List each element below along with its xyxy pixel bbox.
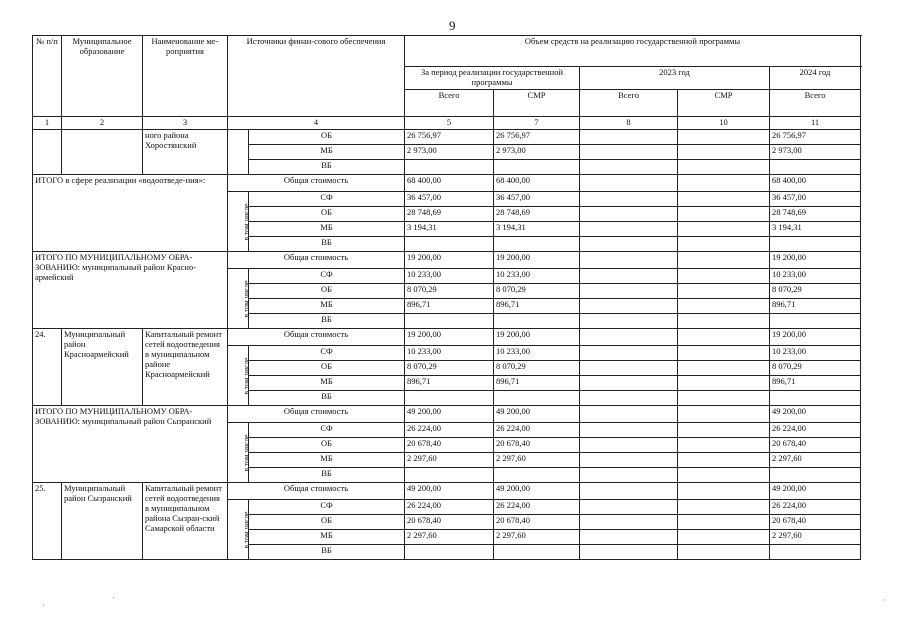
header-source: Источники финан-сового обеспечения <box>228 36 405 117</box>
source-label: ВБ <box>249 468 405 483</box>
value-cell <box>678 483 770 500</box>
value-cell <box>580 346 678 361</box>
inner-label <box>228 500 249 560</box>
value-cell: 28 748,69 <box>494 207 580 222</box>
value-cell: 2 973,00 <box>494 145 580 160</box>
value-cell <box>678 160 770 175</box>
value-cell: 896,71 <box>770 376 861 391</box>
value-cell <box>580 376 678 391</box>
source-label: МБ <box>249 530 405 545</box>
value-cell: 19 200,00 <box>405 329 494 346</box>
inner-label <box>228 269 249 329</box>
table-row <box>33 130 861 145</box>
value-cell: 10 233,00 <box>770 269 861 284</box>
source-label: МБ <box>249 299 405 314</box>
value-cell <box>678 252 770 269</box>
value-cell <box>580 545 678 560</box>
source-label: ВБ <box>249 314 405 329</box>
value-cell: 49 200,00 <box>405 406 494 423</box>
value-cell <box>580 314 678 329</box>
value-cell <box>405 237 494 252</box>
value-cell: 20 678,40 <box>770 438 861 453</box>
value-cell: 896,71 <box>405 299 494 314</box>
value-cell: 26 224,00 <box>405 500 494 515</box>
row-number: 25. <box>33 483 62 560</box>
table-row <box>33 175 861 192</box>
value-cell <box>678 515 770 530</box>
value-cell: 26 224,00 <box>770 500 861 515</box>
source-label: СФ <box>249 192 405 207</box>
table-row <box>33 406 861 423</box>
budget-table <box>32 35 861 560</box>
inner-label-text: в том числе <box>241 280 251 318</box>
value-cell: 2 297,60 <box>770 453 861 468</box>
source-label: СФ <box>249 500 405 515</box>
value-cell: 19 200,00 <box>770 252 861 269</box>
value-cell <box>678 222 770 237</box>
value-cell <box>405 545 494 560</box>
source-label: ОБ <box>249 515 405 530</box>
mo-name: Муниципальный район Сызранский <box>62 483 143 560</box>
value-cell <box>678 192 770 207</box>
source-label: ОБ <box>249 438 405 453</box>
source-label: ВБ <box>249 160 405 175</box>
header-volume: Объем средств на реализацию государственной программы <box>405 36 861 67</box>
value-cell: 28 748,69 <box>405 207 494 222</box>
value-cell <box>580 406 678 423</box>
table-row <box>33 329 861 346</box>
value-cell <box>770 468 861 483</box>
inner-label-text: в том числе <box>241 203 251 241</box>
value-cell <box>678 130 770 145</box>
header-smr: СМР <box>494 90 580 117</box>
value-cell: 20 678,40 <box>405 438 494 453</box>
value-cell <box>678 376 770 391</box>
value-cell: 26 224,00 <box>494 423 580 438</box>
value-cell: 19 200,00 <box>770 329 861 346</box>
col-number: 11 <box>770 117 861 130</box>
value-cell <box>580 145 678 160</box>
value-cell: 49 200,00 <box>770 406 861 423</box>
source-label: ВБ <box>249 391 405 406</box>
value-cell <box>580 453 678 468</box>
col-number: 2 <box>62 117 143 130</box>
section-title: ИТОГО ПО МУНИЦИПАЛЬНОМУ ОБРА-ЗОВАНИЮ: муниципальный район Красно-армейский <box>33 252 228 329</box>
value-cell <box>678 468 770 483</box>
value-cell: 49 200,00 <box>494 483 580 500</box>
col-number: 4 <box>228 117 405 130</box>
value-cell: 8 070,29 <box>405 284 494 299</box>
value-cell <box>580 269 678 284</box>
value-cell <box>580 483 678 500</box>
value-cell: 49 200,00 <box>405 483 494 500</box>
value-cell: 8 070,29 <box>494 361 580 376</box>
page-number: 9 <box>449 18 456 33</box>
value-cell: 2 297,60 <box>494 530 580 545</box>
value-cell <box>405 468 494 483</box>
value-cell <box>580 299 678 314</box>
source-label: СФ <box>249 423 405 438</box>
value-cell: 20 678,40 <box>405 515 494 530</box>
header-period: За период реализации государственной программы <box>405 67 580 90</box>
col-number: 1 <box>33 117 62 130</box>
value-cell <box>494 160 580 175</box>
value-cell <box>405 160 494 175</box>
value-cell: 19 200,00 <box>405 252 494 269</box>
value-cell <box>770 545 861 560</box>
value-cell <box>494 545 580 560</box>
scan-speck: · <box>42 600 45 610</box>
value-cell <box>678 346 770 361</box>
header-vsego: Всего <box>770 90 861 117</box>
value-cell: 10 233,00 <box>405 346 494 361</box>
table-row <box>33 252 861 269</box>
value-cell: 3 194,31 <box>770 222 861 237</box>
value-cell: 49 200,00 <box>770 483 861 500</box>
value-cell: 8 070,29 <box>405 361 494 376</box>
value-cell <box>580 515 678 530</box>
value-cell <box>580 222 678 237</box>
value-cell <box>405 314 494 329</box>
value-cell: 2 297,60 <box>405 453 494 468</box>
value-cell <box>580 500 678 515</box>
value-cell: 20 678,40 <box>494 438 580 453</box>
total-label: Общая стоимость <box>228 252 405 269</box>
inner-label <box>228 192 249 252</box>
value-cell <box>770 314 861 329</box>
section-title: ИТОГО в сфере реализации «водоотведе-ния»: <box>33 175 228 252</box>
source-label: СФ <box>249 346 405 361</box>
value-cell <box>580 207 678 222</box>
value-cell <box>678 314 770 329</box>
header-year-2024: 2024 год <box>770 67 861 90</box>
value-cell: 896,71 <box>770 299 861 314</box>
value-cell: 36 457,00 <box>770 192 861 207</box>
value-cell: 896,71 <box>405 376 494 391</box>
value-cell <box>678 453 770 468</box>
value-cell <box>580 530 678 545</box>
value-cell <box>494 237 580 252</box>
value-cell <box>580 438 678 453</box>
table-row <box>33 483 861 500</box>
header-smr: СМР <box>678 90 770 117</box>
total-label: Общая стоимость <box>228 406 405 423</box>
value-cell <box>580 284 678 299</box>
value-cell: 10 233,00 <box>494 269 580 284</box>
value-cell <box>678 284 770 299</box>
source-label: ОБ <box>249 284 405 299</box>
value-cell <box>678 423 770 438</box>
value-cell <box>678 361 770 376</box>
source-label: МБ <box>249 145 405 160</box>
value-cell: 68 400,00 <box>405 175 494 192</box>
value-cell: 26 224,00 <box>405 423 494 438</box>
value-cell <box>678 500 770 515</box>
value-cell <box>678 406 770 423</box>
col-number: 5 <box>405 117 494 130</box>
value-cell <box>494 468 580 483</box>
value-cell <box>580 192 678 207</box>
value-cell: 19 200,00 <box>494 329 580 346</box>
value-cell <box>678 207 770 222</box>
value-cell: 8 070,29 <box>494 284 580 299</box>
value-cell <box>580 252 678 269</box>
value-cell <box>580 130 678 145</box>
source-label: ОБ <box>249 207 405 222</box>
value-cell: 2 973,00 <box>405 145 494 160</box>
value-cell: 2 297,60 <box>494 453 580 468</box>
source-label: МБ <box>249 376 405 391</box>
source-group <box>228 130 249 175</box>
value-cell: 2 297,60 <box>770 530 861 545</box>
value-cell <box>770 160 861 175</box>
source-label: МБ <box>249 453 405 468</box>
col-number: 3 <box>143 117 228 130</box>
source-label: МБ <box>249 222 405 237</box>
value-cell <box>580 175 678 192</box>
value-cell: 20 678,40 <box>770 515 861 530</box>
event-name: Капитальный ремонт сетей водоотведения в муниципальном района Сызран-ский Самарской области <box>143 483 228 560</box>
total-label: Общая стоимость <box>228 329 405 346</box>
value-cell <box>770 391 861 406</box>
value-cell: 19 200,00 <box>494 252 580 269</box>
value-cell <box>678 175 770 192</box>
value-cell: 26 756,97 <box>494 130 580 145</box>
value-cell: 26 224,00 <box>494 500 580 515</box>
value-cell: 28 748,69 <box>770 207 861 222</box>
header-mo: Муниципальное образование <box>62 36 143 117</box>
value-cell: 10 233,00 <box>405 269 494 284</box>
value-cell: 8 070,29 <box>770 361 861 376</box>
total-label: Общая стоимость <box>228 175 405 192</box>
value-cell: 20 678,40 <box>494 515 580 530</box>
value-cell <box>580 391 678 406</box>
value-cell: 36 457,00 <box>494 192 580 207</box>
section-title: ИТОГО ПО МУНИЦИПАЛЬНОМУ ОБРА-ЗОВАНИЮ: муниципальный район Сызранский <box>33 406 228 483</box>
value-cell <box>770 237 861 252</box>
value-cell: 896,71 <box>494 299 580 314</box>
value-cell <box>580 329 678 346</box>
value-cell <box>678 237 770 252</box>
value-cell: 68 400,00 <box>494 175 580 192</box>
value-cell: 26 756,97 <box>770 130 861 145</box>
value-cell <box>678 145 770 160</box>
value-cell <box>678 530 770 545</box>
inner-label-text: в том числе <box>241 434 251 472</box>
value-cell <box>678 269 770 284</box>
mo-cell <box>62 130 143 175</box>
value-cell: 2 973,00 <box>770 145 861 160</box>
source-label: ВБ <box>249 545 405 560</box>
value-cell: 10 233,00 <box>770 346 861 361</box>
value-cell: 26 756,97 <box>405 130 494 145</box>
inner-label <box>228 423 249 483</box>
header-vsego: Всего <box>405 90 494 117</box>
value-cell <box>678 329 770 346</box>
value-cell <box>580 468 678 483</box>
value-cell <box>678 391 770 406</box>
col-number: 7 <box>494 117 580 130</box>
col-number: 8 <box>580 117 678 130</box>
value-cell <box>494 314 580 329</box>
value-cell: 896,71 <box>494 376 580 391</box>
value-cell <box>678 438 770 453</box>
value-cell <box>494 391 580 406</box>
num-cell <box>33 130 62 175</box>
header-num: № п/п <box>33 36 62 117</box>
value-cell <box>580 160 678 175</box>
value-cell: 3 194,31 <box>405 222 494 237</box>
event-name: ного района Хоростянский <box>143 130 228 175</box>
scan-speck: · <box>112 593 115 603</box>
value-cell: 8 070,29 <box>770 284 861 299</box>
source-label: ОБ <box>249 130 405 145</box>
value-cell <box>580 361 678 376</box>
row-number: 24. <box>33 329 62 406</box>
value-cell <box>678 545 770 560</box>
value-cell: 3 194,31 <box>494 222 580 237</box>
col-number: 10 <box>678 117 770 130</box>
source-label: ВБ <box>249 237 405 252</box>
event-name: Капитальный ремонт сетей водоотведения в муниципальном районе Красноармейский <box>143 329 228 406</box>
total-label: Общая стоимость <box>228 483 405 500</box>
value-cell: 2 297,60 <box>405 530 494 545</box>
value-cell: 36 457,00 <box>405 192 494 207</box>
value-cell <box>580 237 678 252</box>
inner-label-text: в том числе <box>241 357 251 395</box>
value-cell <box>580 423 678 438</box>
scan-speck: · <box>883 595 886 605</box>
value-cell: 49 200,00 <box>494 406 580 423</box>
header-vsego: Всего <box>580 90 678 117</box>
value-cell: 26 224,00 <box>770 423 861 438</box>
value-cell: 68 400,00 <box>770 175 861 192</box>
source-label: СФ <box>249 269 405 284</box>
value-cell <box>678 299 770 314</box>
inner-label-text: в том числе <box>241 511 251 549</box>
source-label: ОБ <box>249 361 405 376</box>
inner-label <box>228 346 249 406</box>
header-name: Наименование ме-роприятия <box>143 36 228 117</box>
value-cell <box>405 391 494 406</box>
value-cell: 10 233,00 <box>494 346 580 361</box>
header-year-2023: 2023 год <box>580 67 770 90</box>
mo-name: Муниципальный район Красноармейский <box>62 329 143 406</box>
